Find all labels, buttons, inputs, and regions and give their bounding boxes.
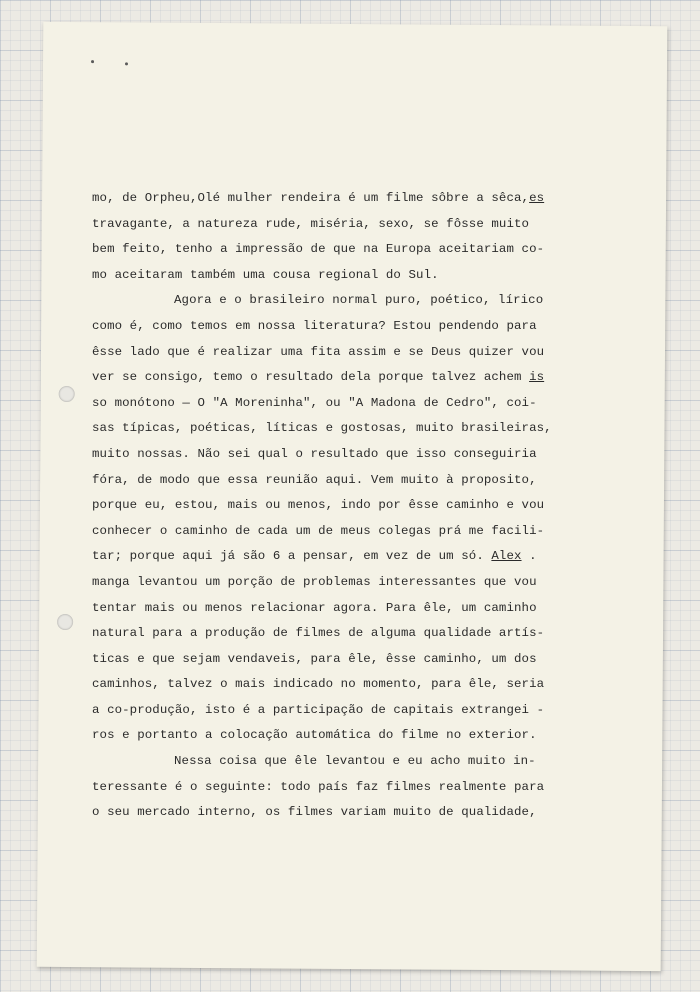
text-line [92, 314, 572, 340]
text-segment: Nessa coisa que êle levantou e eu acho muito in- [174, 754, 536, 769]
text-segment: . [521, 549, 537, 564]
underlined-text: es [529, 191, 545, 205]
text-line [92, 212, 572, 238]
text-line [92, 263, 572, 289]
text-segment: tentar mais ou menos relacionar agora. Para êle, um caminho [92, 600, 537, 615]
text-segment: êsse lado que é realizar uma fita assim e se Deus quizer vou [92, 344, 545, 359]
text-line [92, 416, 572, 442]
text-line [92, 647, 572, 673]
text-line [92, 493, 572, 519]
punch-hole-bottom [57, 614, 73, 630]
text-line [92, 365, 572, 391]
text-segment: travagante, a natureza rude, miséria, sexo, se fôsse muito [92, 216, 530, 231]
text-line [92, 672, 572, 698]
ink-speck [91, 60, 94, 63]
text-segment: mo aceitaram também uma cousa regional do Sul. [92, 267, 439, 282]
text-line [92, 544, 572, 570]
text-segment: porque eu, estou, mais ou menos, indo por êsse caminho e vou [92, 498, 545, 513]
text-line [92, 237, 572, 263]
text-segment: bem feito, tenho a impressão de que na Europa aceitariam co- [92, 242, 545, 257]
text-line [92, 519, 572, 545]
text-line [92, 596, 572, 622]
text-segment: manga levantou um porção de problemas interessantes que vou [92, 574, 537, 589]
text-segment: a co-produção, isto é a participação de capitais extrangei - [92, 702, 545, 717]
text-line [92, 442, 572, 468]
text-segment: teressante é o seguinte: todo país faz filmes realmente para [92, 779, 545, 794]
text-segment: conhecer o caminho de cada um de meus colegas prá me facili- [92, 523, 545, 538]
text-line [92, 570, 572, 596]
text-segment: como é, como temos em nossa literatura? Estou pendendo para [92, 318, 537, 333]
text-line [92, 749, 572, 775]
text-segment: so monótono — O "A Moreninha", ou "A Madona de Cedro", coi- [92, 395, 537, 410]
underlined-text: is [529, 370, 545, 385]
text-line [92, 723, 572, 749]
text-segment: mo, de Orpheu,Olé mulher rendeira é um filme sôbre a sêca, [92, 191, 530, 205]
text-segment: sas típicas, poéticas, líticas e gostosas, muito brasileiras, [92, 421, 552, 436]
text-line [92, 186, 572, 212]
text-line [92, 391, 572, 417]
punch-hole-top [59, 386, 75, 402]
text-segment: natural para a produção de filmes de alguma qualidade artís- [92, 626, 545, 641]
text-segment: tar; porque aqui já são 6 a pensar, em vez de um só. [92, 549, 492, 564]
text-segment: Agora e o brasileiro normal puro, poético, lírico [174, 293, 544, 308]
text-line [92, 468, 572, 494]
underlined-text: Alex [491, 549, 522, 564]
text-segment: caminhos, talvez o mais indicado no momento, para êle, seria [92, 677, 545, 692]
text-segment: fóra, de modo que essa reunião aqui. Vem muito à proposito, [92, 472, 537, 487]
text-segment: ticas e que sejam vendaveis, para êle, êsse caminho, um dos [92, 651, 537, 666]
text-line [92, 288, 572, 314]
text-segment: ros e portanto a colocação automática do filme no exterior. [92, 728, 537, 743]
text-segment: ver se consigo, temo o resultado dela porque talvez achem [92, 370, 530, 385]
text-line [92, 800, 572, 826]
ink-speck [125, 62, 128, 65]
text-segment: muito nossas. Não sei qual o resultado que isso conseguiria [92, 446, 537, 461]
text-line [92, 340, 572, 366]
text-line [92, 621, 572, 647]
text-segment: o seu mercado interno, os filmes variam muito de qualidade, [92, 805, 537, 820]
text-line [92, 775, 572, 801]
typewritten-text [92, 186, 572, 826]
text-line [92, 698, 572, 724]
